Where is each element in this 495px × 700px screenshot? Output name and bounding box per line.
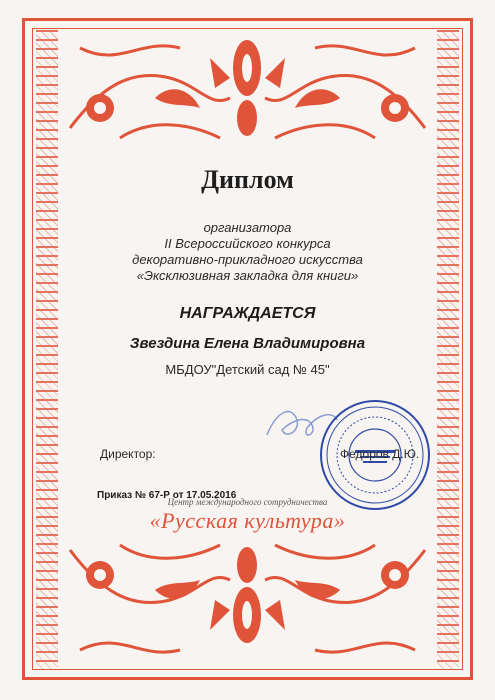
organizer-line: «Эксклюзивная закладка для книги» — [136, 268, 359, 283]
director-name: Федоров Д.Ю. — [340, 447, 420, 461]
diploma-title: Диплом — [201, 165, 294, 194]
organizer-line: организатора — [203, 220, 292, 235]
awarded-heading: НАГРАЖДАЕТСЯ — [179, 305, 316, 322]
order-number: Приказ № 67-Р от 17.05.2016 — [97, 490, 237, 501]
director-label: Директор: — [100, 447, 156, 461]
organizer-block — [0, 220, 495, 284]
top-ornament-icon — [60, 28, 435, 148]
brand-name: «Русская культура» — [149, 508, 346, 533]
institution-name: МБДОУ"Детский сад № 45" — [165, 362, 330, 377]
organizer-line: декоративно-прикладного искусства — [132, 252, 363, 267]
organizer-line: II Всероссийского конкурса — [164, 236, 331, 251]
bottom-ornament-icon — [60, 520, 435, 670]
center-caption: Центр международного сотрудничества — [167, 497, 328, 507]
recipient-name: Звездина Елена Владимировна — [129, 335, 366, 352]
